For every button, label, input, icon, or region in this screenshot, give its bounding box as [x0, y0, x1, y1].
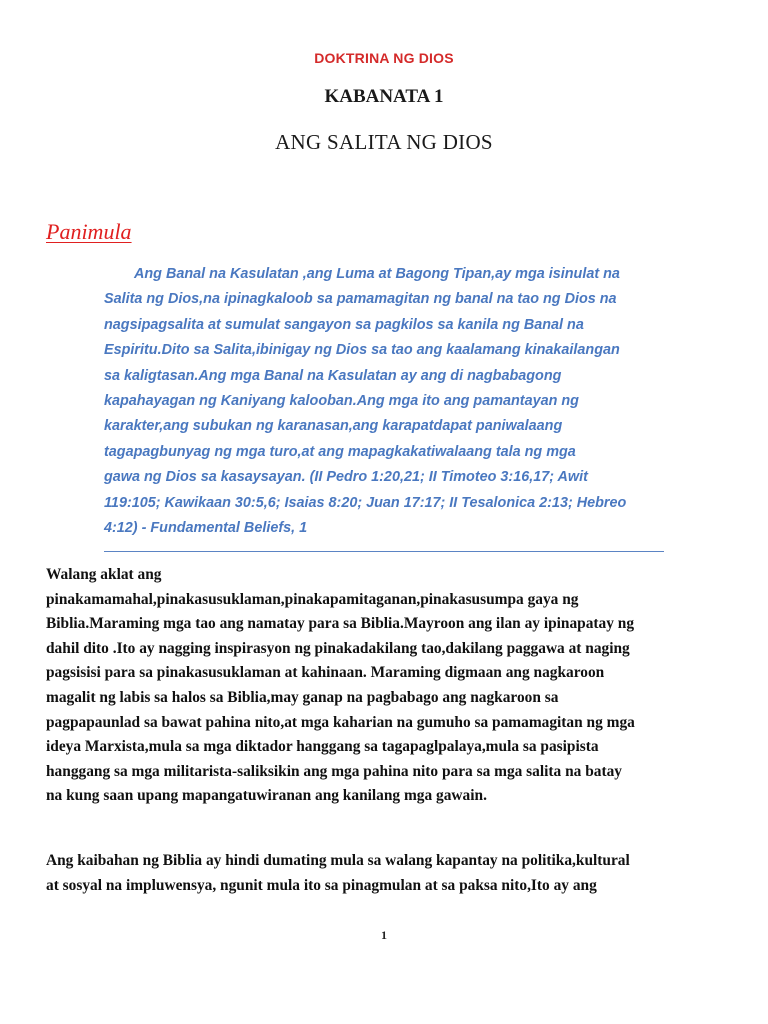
- intro-line: 119:105; Kawikaan 30:5,6; Isaias 8:20; Juan 17:17; II Tesalonica 2:13; Hebreo: [104, 494, 627, 511]
- series-title: DOKTRINA NG DIOS: [314, 50, 454, 66]
- body-line: ideya Marxista,mula sa mga diktador hanggang sa tagapaglpalaya,mula sa pasipista: [46, 738, 599, 756]
- body-paragraph-1: [46, 563, 736, 809]
- body-line: at sosyal na impluwensya, ngunit mula ito sa pinagmulan at sa paksa nito,Ito ay ang: [46, 876, 597, 894]
- body-line: dahil dito .Ito ay nagging inspirasyon ng pinakadakilang tao,dakilang paggawa at naging: [46, 639, 630, 657]
- body-line: na kung saan upang mapangatuwiranan ang kanilang mga gawain.: [46, 787, 487, 805]
- intro-line: karakter,ang subukan ng karanasan,ang karapatdapat paniwalaang: [104, 418, 563, 435]
- intro-quote-text: [104, 262, 664, 541]
- body-line: magalit ng labis sa halos sa Biblia,may ganap na pagbabago ang nagkaroon sa: [46, 688, 559, 706]
- body-line: pinakamamahal,pinakasusuklaman,pinakapamitaganan,pinakasusumpa gaya ng: [46, 590, 579, 608]
- intro-line: tagapagbunyag ng mga turo,at ang mapagkakatiwalaang tala ng mga: [104, 443, 576, 460]
- intro-line: Salita ng Dios,na ipinagkaloob sa pamamagitan ng banal na tao ng Dios na: [104, 291, 617, 308]
- body-line: pagpapaunlad sa bawat pahina nito,at mga kaharian na gumuho sa pamamagitan ng mga: [46, 713, 635, 731]
- intro-line: 4:12) - Fundamental Beliefs, 1: [104, 520, 308, 537]
- body-line: Biblia.Maraming mga tao ang namatay para sa Biblia.Mayroon ang ilan ay ipinapatay ng: [46, 615, 635, 633]
- body-line: pagsisisi para sa pinakasusuklaman at kahinaan. Maraming digmaan ang nagkaroon: [46, 664, 605, 682]
- section-heading: Panimula: [46, 219, 132, 244]
- intro-line: gawa ng Dios sa kasaysayan. (II Pedro 1:20,21; II Timoteo 3:16,17; Awit: [104, 469, 588, 486]
- intro-line: Espiritu.Dito sa Salita,ibinigay ng Dios sa tao ang kaalamang kinakailangan: [104, 342, 620, 359]
- body-line: Ang kaibahan ng Biblia ay hindi dumating mula sa walang kapantay na politika,kultural: [46, 852, 630, 869]
- chapter-title: ANG SALITA NG DIOS: [275, 130, 493, 154]
- body-line: Walang aklat ang: [46, 566, 162, 583]
- intro-line: sa kaligtasan.Ang mga Banal na Kasulatan ay ang di nagbabagong: [104, 367, 562, 384]
- intro-quote-block: [104, 262, 664, 552]
- chapter-number: KABANATA 1: [324, 86, 444, 107]
- page-number: 1: [381, 928, 387, 942]
- body-line: hanggang sa mga militarista-saliksikin ang mga pahina nito para sa mga salita na batay: [46, 762, 622, 780]
- intro-line: Ang Banal na Kasulatan ,ang Luma at Bagong Tipan,ay mga isinulat na: [134, 266, 620, 282]
- intro-line: nagsipagsalita at sumulat sangayon sa pagkilos sa kanila ng Banal na: [104, 316, 584, 333]
- body-paragraph-2: [46, 849, 736, 898]
- intro-line: kapahayagan ng Kaniyang kalooban.Ang mga ito ang pamantayan ng: [104, 393, 579, 410]
